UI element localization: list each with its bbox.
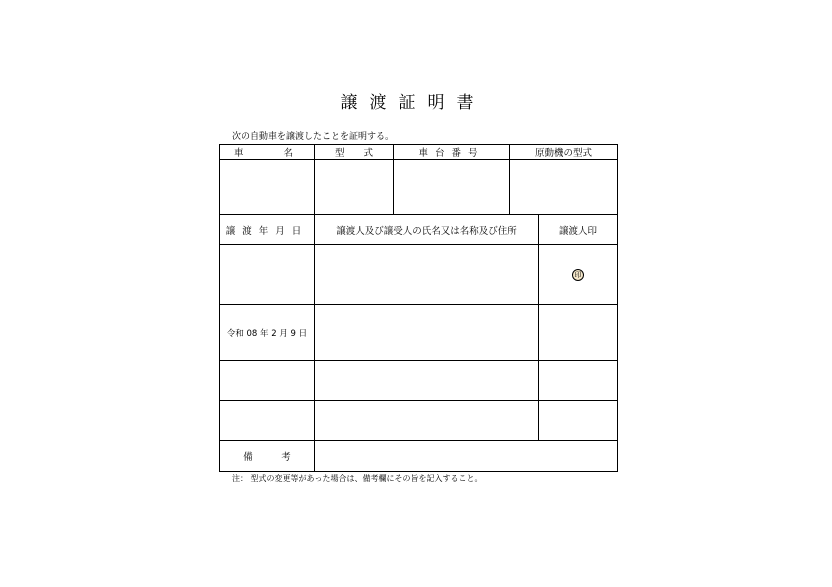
- header-seal: 譲渡人印: [539, 215, 618, 245]
- names-cell[interactable]: [315, 361, 539, 401]
- names-cell[interactable]: [315, 245, 539, 305]
- header-car-name: 車 名: [220, 145, 315, 160]
- seal-cell[interactable]: [539, 305, 618, 361]
- header-chassis-no: 車台番号: [394, 145, 510, 160]
- remarks-label: 備 考: [220, 441, 315, 472]
- header-model: 型 式: [315, 145, 394, 160]
- chassis-no-cell[interactable]: [394, 160, 510, 215]
- seal-icon: 印: [572, 269, 584, 281]
- names-cell[interactable]: [315, 401, 539, 441]
- footnote: 注： 型式の変更等があった場合は、備考欄にその旨を記入すること。: [232, 474, 483, 483]
- date-cell[interactable]: [220, 245, 315, 305]
- certificate-table: [219, 144, 618, 472]
- seal-cell[interactable]: [539, 361, 618, 401]
- intro-text: 次の自動車を譲渡したことを証明する。: [232, 132, 395, 142]
- date-value[interactable]: 令和 08 年 2 月 9 日: [220, 305, 315, 361]
- seal-cell: [539, 245, 618, 305]
- engine-model-cell[interactable]: [510, 160, 618, 215]
- seal-cell[interactable]: [539, 401, 618, 441]
- model-cell[interactable]: [315, 160, 394, 215]
- header-names: 譲渡人及び譲受人の氏名又は名称及び住所: [315, 215, 539, 245]
- remarks-cell[interactable]: [315, 441, 618, 472]
- car-name-cell[interactable]: [220, 160, 315, 215]
- header-date: 譲渡年月日: [220, 215, 315, 245]
- date-cell[interactable]: [220, 361, 315, 401]
- date-cell[interactable]: [220, 401, 315, 441]
- names-cell[interactable]: [315, 305, 539, 361]
- header-engine-model: 原動機の型式: [510, 145, 618, 160]
- document-title: 譲渡証明書: [340, 93, 486, 113]
